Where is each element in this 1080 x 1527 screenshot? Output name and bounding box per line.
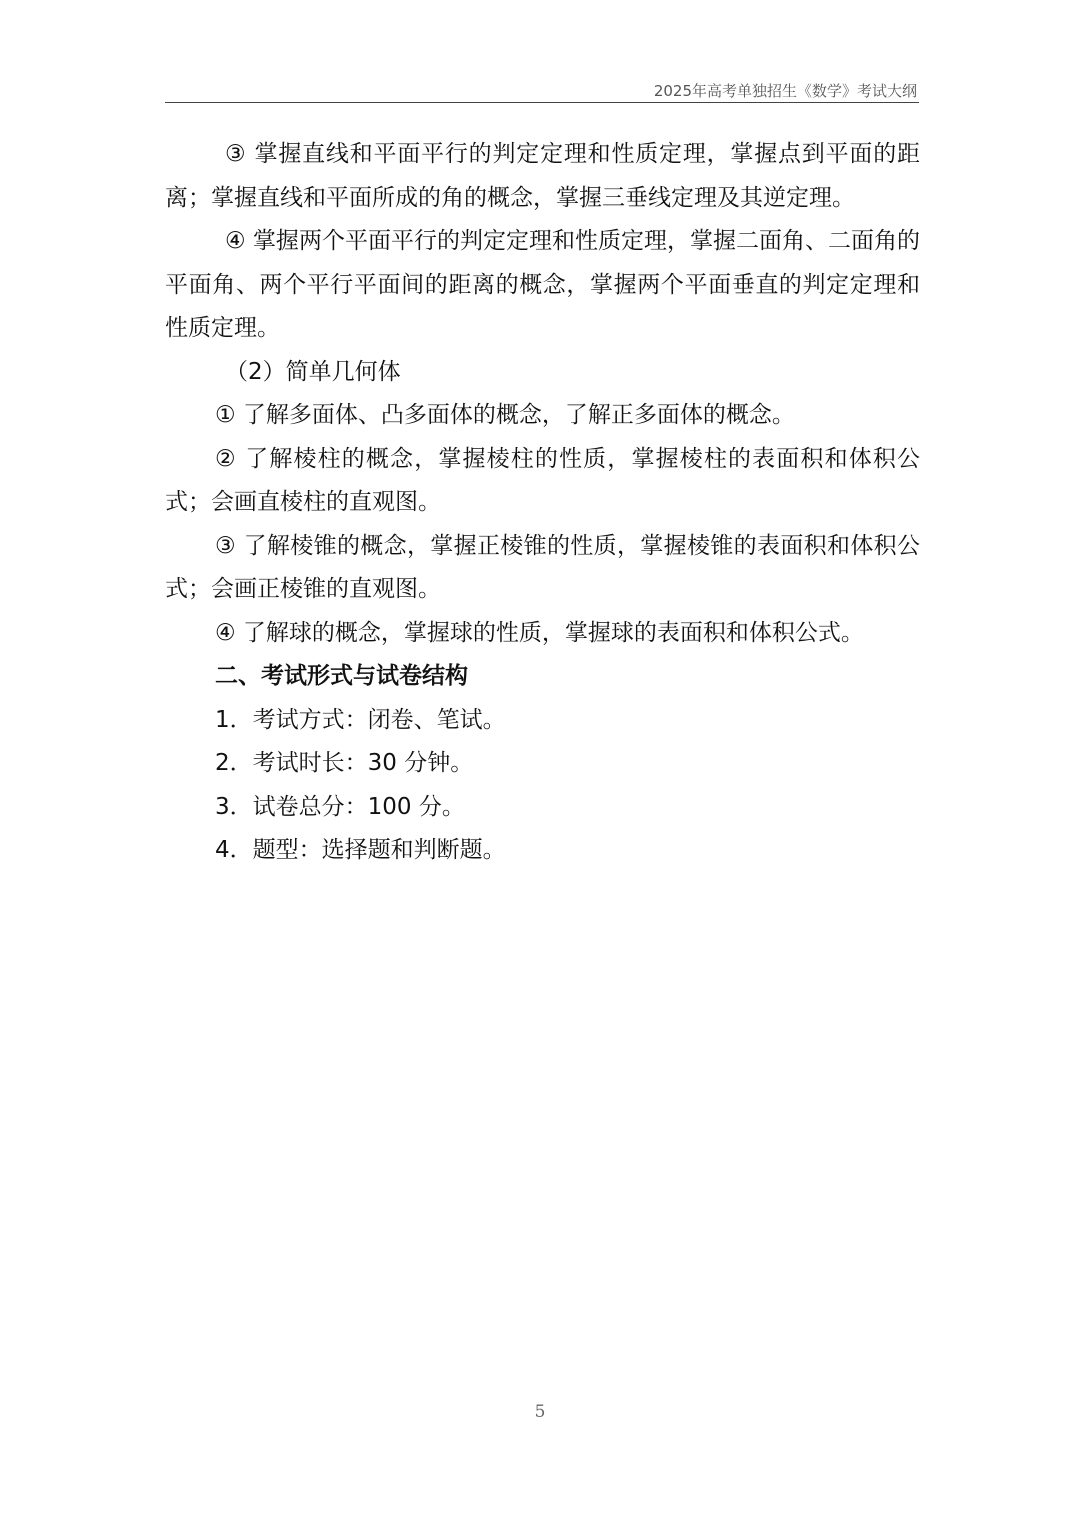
- exam-item-total-score: 3．试卷总分：100 分。: [215, 793, 465, 820]
- exam-item-method: 1．考试方式：闭卷、笔试。: [215, 706, 506, 733]
- subheading-simple-solids: （2）简单几何体: [225, 358, 401, 385]
- document-body: [165, 133, 920, 873]
- exam-item-duration: 2．考试时长：30 分钟。: [215, 750, 474, 776]
- header-title: 2025年高考单独招生《数学》考试大纲: [653, 82, 917, 100]
- paragraph-plane-plane-parallel: ④ 掌握两个平面平行的判定定理和性质定理，掌握二面角、二面角的平面角、两个平行平面间的距离的概念，掌握两个平面垂直的判定定理和性质定理。: [165, 228, 920, 341]
- list-item-sphere: ④ 了解球的概念，掌握球的性质，掌握球的表面积和体积公式。: [215, 619, 864, 646]
- page-header: [165, 80, 919, 103]
- exam-item-question-types: 4．题型：选择题和判断题。: [215, 837, 506, 863]
- page-number: 5: [534, 1402, 546, 1422]
- section-heading-exam-format: 二、考试形式与试卷结构: [215, 663, 468, 689]
- paragraph-line-plane-parallel: ③ 掌握直线和平面平行的判定定理和性质定理，掌握点到平面的距离；掌握直线和平面所成的角的概念，掌握三垂线定理及其逆定理。: [165, 141, 920, 211]
- list-item-prism: ② 了解棱柱的概念，掌握棱柱的性质，掌握棱柱的表面积和体积公式；会画直棱柱的直观图。: [165, 445, 920, 515]
- list-item-pyramid: ③ 了解棱锥的概念，掌握正棱锥的性质，掌握棱锥的表面积和体积公式；会画正棱锥的直观图。: [165, 532, 920, 602]
- list-item-polyhedron: ① 了解多面体、凸多面体的概念，了解正多面体的概念。: [215, 402, 795, 428]
